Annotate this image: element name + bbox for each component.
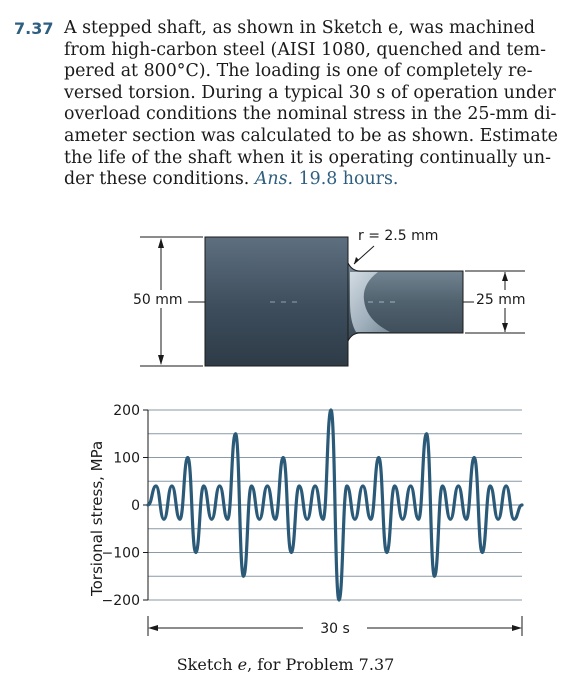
problem-line: ameter section was calculated to be as shown. Estimate: [64, 125, 558, 146]
answer: [255, 169, 399, 189]
shaft-sketch: [0, 222, 571, 392]
problem-text: [64, 18, 559, 191]
y-tick-label: 100: [113, 450, 140, 467]
y-tick-label: 200: [113, 403, 140, 419]
y-tick-label: −200: [101, 593, 140, 609]
problem-statement: [14, 18, 559, 191]
shaft-large-section: [205, 237, 348, 366]
stress-chart: [0, 400, 571, 650]
problem-line-last: [64, 169, 559, 191]
time-span-arrow-left: [148, 625, 158, 631]
answer-value: 19.8 hours.: [298, 169, 399, 190]
dim-small-arrow-bottom: [502, 323, 508, 332]
chart-ylabel: Torsional stress, MPa: [88, 440, 106, 596]
problem-line-last-text: der these conditions.: [64, 169, 250, 190]
caption-letter: e: [237, 655, 248, 674]
large-diameter-label: 50 mm: [133, 292, 183, 308]
problem-line: the life of the shaft when it is operating continually un-: [64, 147, 551, 168]
dim-small-arrow-top: [502, 272, 508, 281]
problem-line: overload conditions the nominal stress in the 25-mm di-: [64, 104, 557, 125]
small-diameter-label: 25 mm: [476, 292, 526, 308]
problem-line: versed torsion. During a typical 30 s of operation under: [64, 82, 556, 103]
answer-label: Ans.: [254, 169, 294, 190]
time-span-arrow-right: [512, 625, 522, 631]
problem-line: from high-carbon steel (AISI 1080, quenched and tem-: [64, 39, 546, 60]
y-tick-label: 0: [131, 498, 140, 514]
problem-line: A stepped shaft, as shown in Sketch e, was machined: [64, 18, 536, 38]
chart-xlabel: 30 s: [320, 621, 350, 637]
problem-line: pered at 800°C). The loading is one of completely re-: [64, 61, 533, 82]
caption-prefix: Sketch: [176, 655, 233, 674]
problem-number: 7.37: [14, 19, 54, 38]
caption-suffix: , for Problem 7.37: [247, 655, 395, 674]
chart-time-span: [148, 616, 522, 637]
figure-caption: [0, 655, 571, 674]
fillet-radius-label: r = 2.5 mm: [358, 228, 439, 244]
fillet-leader-arrow: [354, 257, 359, 264]
y-tick-label: −100: [101, 545, 140, 562]
dim-large-arrow-bottom: [158, 355, 164, 365]
dim-large-arrow-top: [158, 238, 164, 248]
chart-ticks: [102, 403, 148, 609]
